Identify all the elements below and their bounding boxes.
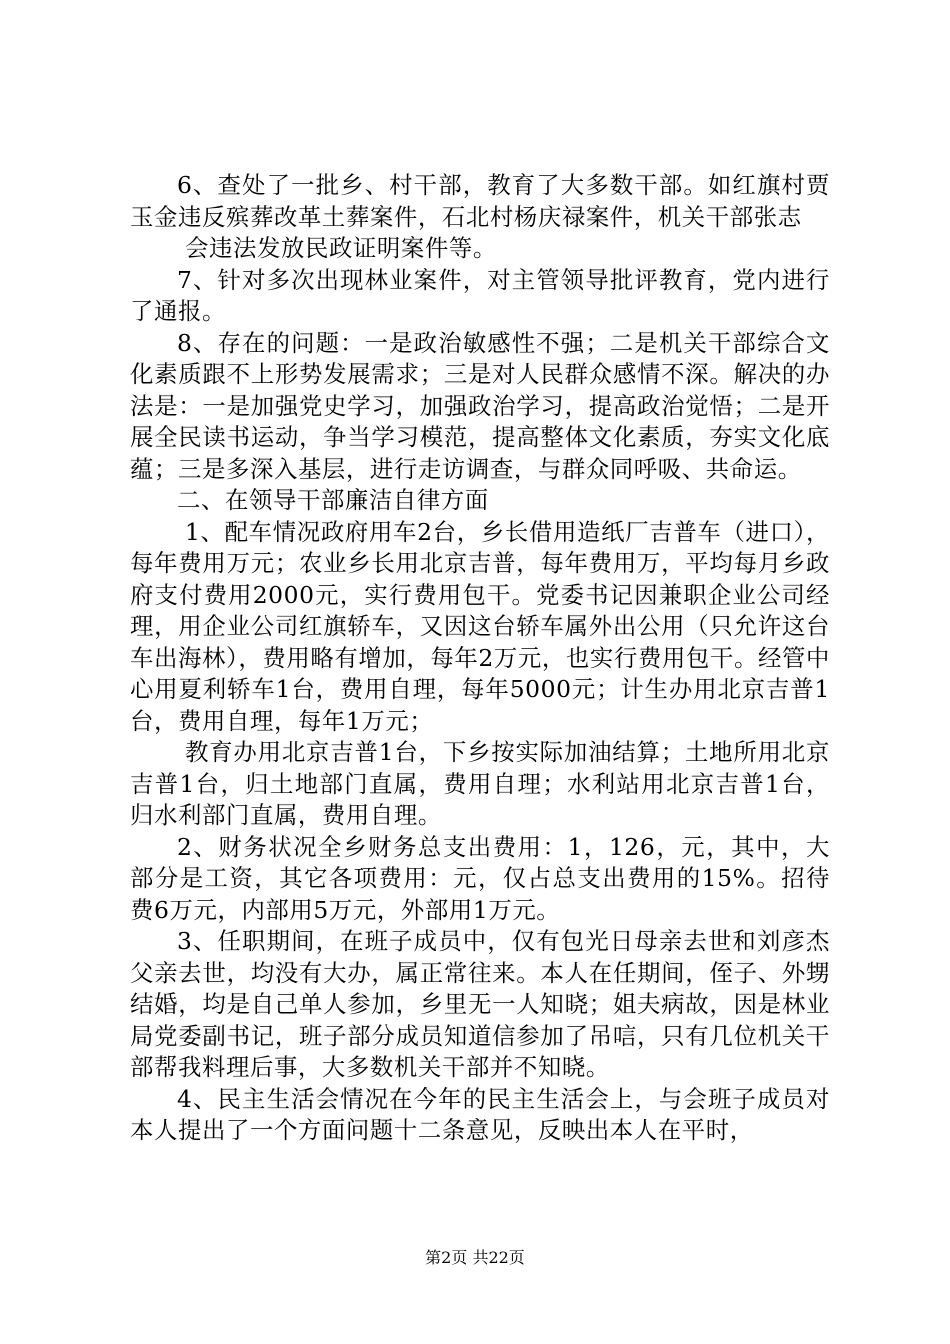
paragraph-continuation: 会违法发放民政证明案件等。 xyxy=(185,234,497,262)
paragraph-vehicles-continued: 教育办用北京吉普1台，下乡按实际加油结算；土地所用北京吉普1台，归土地部门直属，费用自理；水利站用北京吉普1台，归水利部门直属，费用自理。 xyxy=(130,738,830,829)
paragraph-item-8: 8、存在的问题：一是政治敏感性不强；二是机关干部综合文化素质跟不上形势发展需求；三是对人民群众感情不深。解决的办法是：一是加强党史学习，加强政治学习，提高政治觉悟；二是开展全民读书运动，争当学习模范，提高整体文化素质，夯实文化底蕴；三是多深入基层，进行走访调查，与群众同呼吸、共命运。 xyxy=(130,328,830,483)
page-number: 第2页 共22页 xyxy=(425,1248,525,1267)
paragraph-tenure: 3、任职期间，在班子成员中，仅有包光日母亲去世和刘彦杰父亲去世，均没有大办，属正常往来。本人在任期间，侄子、外甥结婚，均是自己单人参加，乡里无一人知晓；姐夫病故，因是林业局党委副书记，班子部分成员知道信参加了吊唁，只有几位机关干部帮我料理后事，大多数机关干部并不知晓。 xyxy=(130,927,830,1081)
paragraph-democratic-meeting: 4、民主生活会情况在今年的民主生活会上，与会班子成员对本人提出了一个方面问题十二条意见，反映出本人在平时， xyxy=(130,1084,830,1144)
paragraph-item-6: 6、查处了一批乡、村干部，教育了大多数干部。如红旗村贾玉金违反殡葬改革土葬案件，石北村杨庆禄案件，机关干部张志 xyxy=(130,171,830,231)
paragraph-item-7: 7、针对多次出现林业案件，对主管领导批评教育，党内进行了通报。 xyxy=(130,265,830,325)
paragraph-finance: 2、财务状况全乡财务总支出费用：1，126，元，其中，大部分是工资，其它各项费用：元，仅占总支出费用的15%。招待费6万元，内部用5万元，外部用1万元。 xyxy=(130,832,830,924)
paragraph-vehicles: 1、配车情况政府用车2台，乡长借用造纸厂吉普车（进口），每年费用万元；农业乡长用北京吉普，每年费用万，平均每月乡政府支付费用2000元，实行费用包干。党委书记因兼职企业公司经理，用企业公司红旗轿车，又因这台轿车属外出公用（只允许这台车出海林），费用略有增加，每年2万元，也实行费用包干。经管中心用夏利轿车1台，费用自理，每年5000元；计生办用北京吉普1台，费用自理，每年1万元； xyxy=(130,517,830,735)
document-body xyxy=(130,170,830,1147)
section-heading: 二、在领导干部廉洁自律方面 xyxy=(177,486,489,514)
